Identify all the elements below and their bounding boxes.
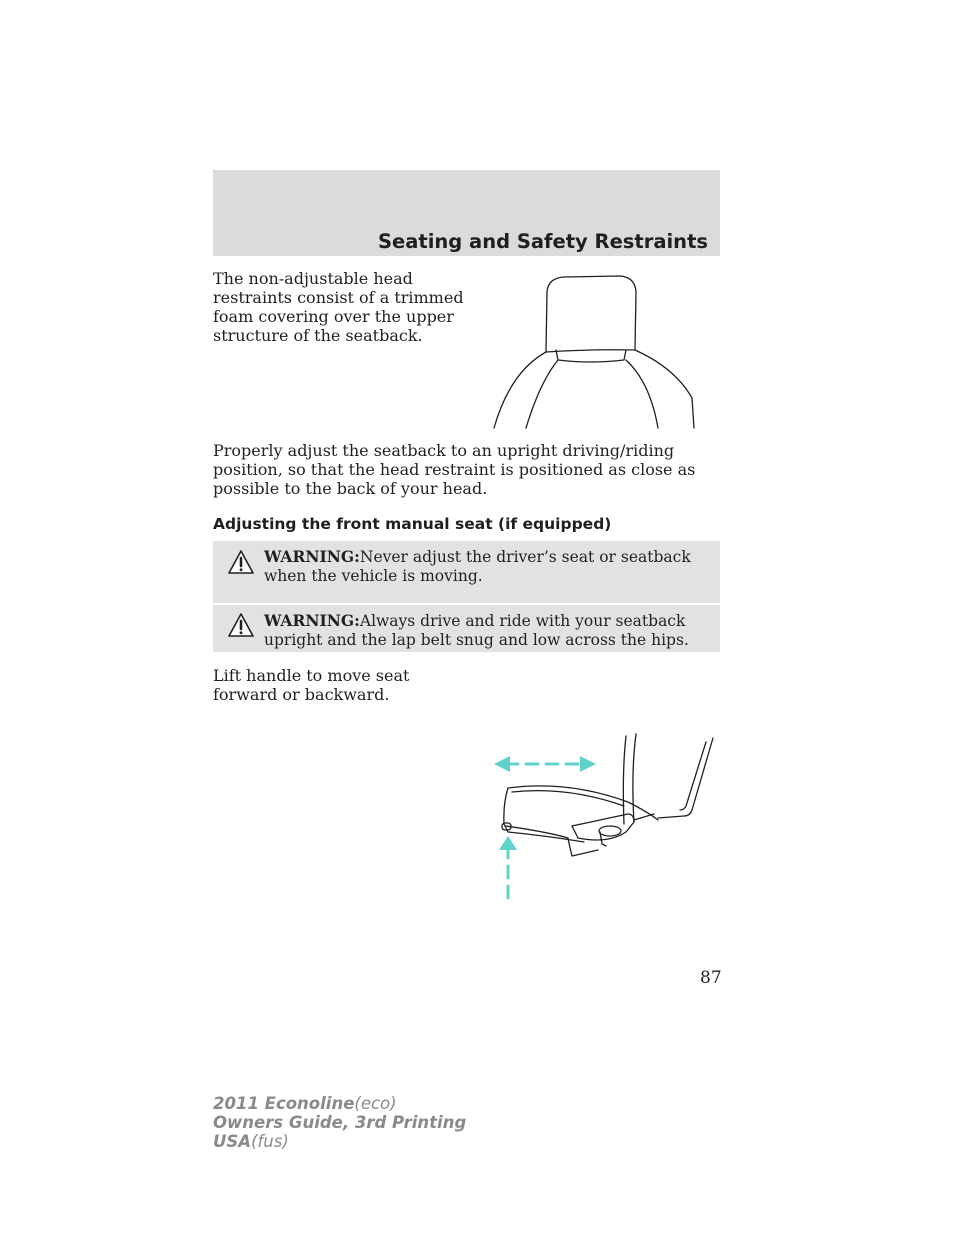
footer-guide: Owners Guide, 3rd Printing bbox=[213, 1113, 467, 1132]
footer-market-code: (fus) bbox=[251, 1132, 289, 1151]
warning-label: WARNING: bbox=[264, 547, 360, 566]
footer-model-line bbox=[213, 1094, 466, 1113]
document-footer bbox=[213, 1094, 466, 1151]
warning-box-2 bbox=[213, 605, 720, 652]
section-header-band bbox=[213, 170, 720, 256]
section-title: Seating and Safety Restraints bbox=[377, 230, 708, 253]
front-manual-seat-heading: Adjusting the front manual seat (if equipped) bbox=[213, 515, 612, 533]
warning-triangle-icon bbox=[227, 612, 255, 638]
seat-adjust-illustration bbox=[488, 732, 720, 900]
footer-model: 2011 Econoline bbox=[213, 1094, 355, 1113]
warning-text-2 bbox=[264, 611, 714, 650]
warning-triangle-icon bbox=[227, 549, 255, 575]
head-restraint-paragraph: The non-adjustable head restraints consist of a trimmed foam covering over the upper structure of the seatback. bbox=[213, 269, 464, 345]
head-restraint-illustration bbox=[490, 272, 700, 430]
footer-market-line bbox=[213, 1132, 466, 1151]
warning-box-1 bbox=[213, 541, 720, 603]
warning-body: Never adjust the driver’s seat or seatback when the vehicle is moving. bbox=[264, 548, 691, 585]
warning-text-1 bbox=[264, 547, 714, 586]
footer-market: USA bbox=[213, 1132, 252, 1151]
warning-label: WARNING: bbox=[264, 611, 360, 630]
warning-body: Always drive and ride with your seatback upright and the lap belt snug and low across the hips. bbox=[264, 612, 689, 649]
footer-model-code: (eco) bbox=[354, 1094, 397, 1113]
page-number: 87 bbox=[700, 968, 722, 988]
lift-handle-paragraph: Lift handle to move seat forward or backward. bbox=[213, 666, 410, 704]
adjust-seatback-paragraph: Properly adjust the seatback to an upright driving/riding position, so that the head restraint is positioned as close as possible to the back of your head. bbox=[213, 441, 696, 498]
footer-guide-line bbox=[213, 1113, 466, 1132]
